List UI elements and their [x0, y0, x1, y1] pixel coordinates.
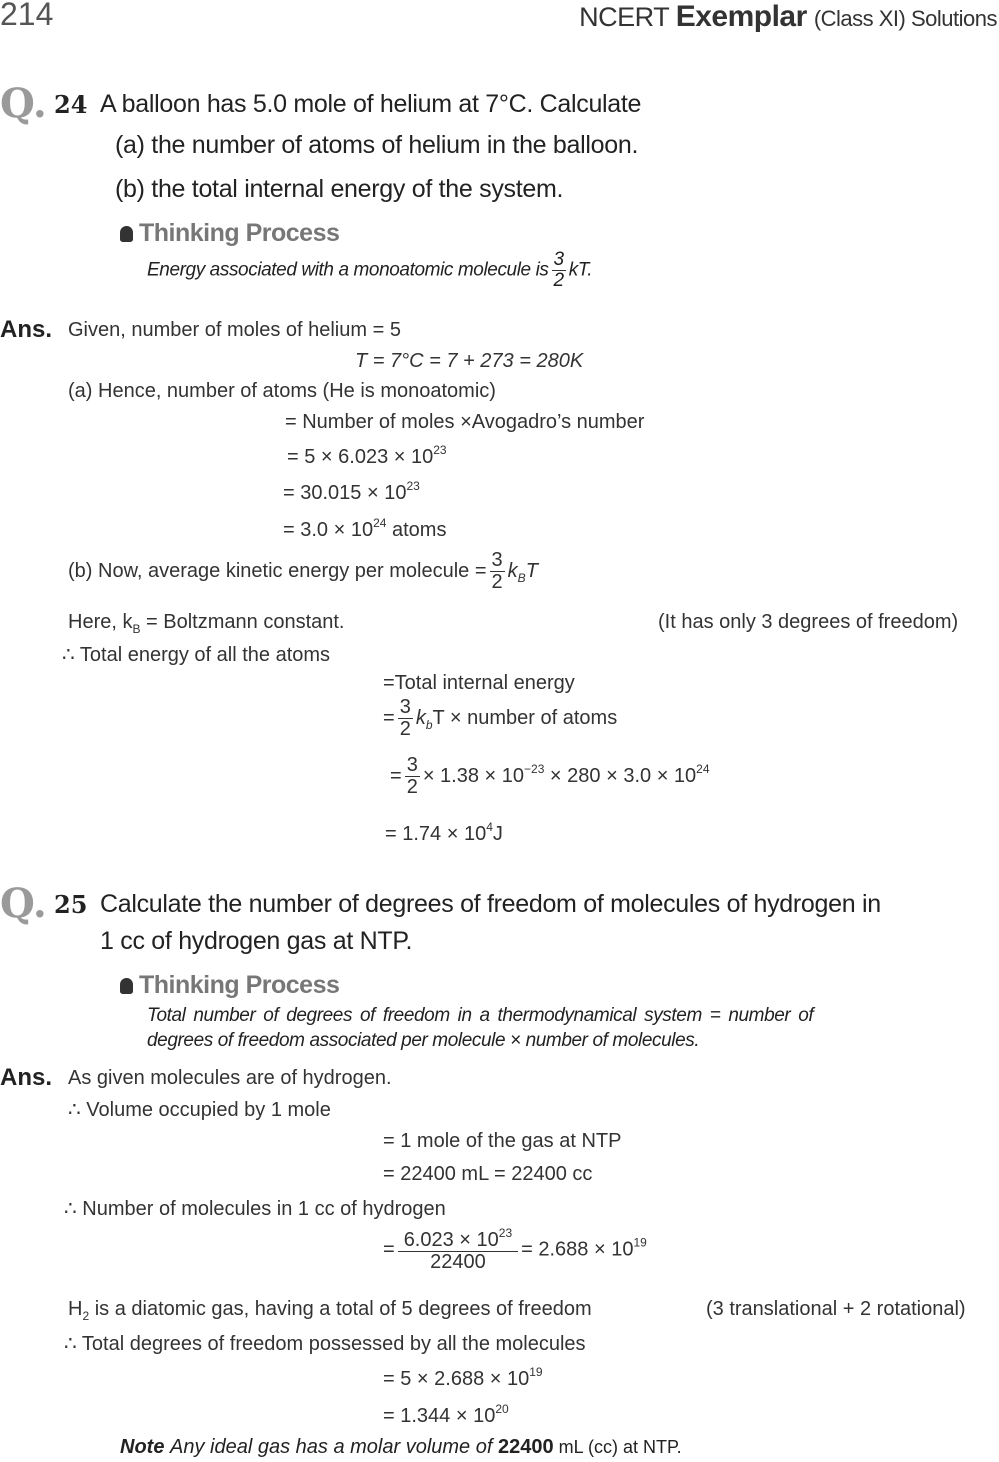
fraction	[398, 697, 413, 740]
fraction	[490, 550, 505, 593]
answer-line: Given, number of moles of helium = 5	[68, 319, 401, 341]
answer-line: = 22400 mL = 22400 cc	[383, 1163, 593, 1185]
answer-label: Ans.	[0, 316, 53, 343]
question-mark: Q.	[0, 880, 47, 927]
thinking-text: degrees of freedom associated per molecule × number of molecules.	[147, 1030, 700, 1051]
exponent: −23	[524, 761, 545, 776]
question-text: A balloon has 5.0 mole of helium at 7°C. Calculate	[100, 90, 642, 118]
page-number: 214	[0, 0, 54, 32]
question-text: Calculate the number of degrees of freedom of molecules of hydrogen in	[100, 890, 881, 918]
question-mark: Q.	[0, 80, 47, 127]
note-value: 22400	[497, 1436, 554, 1458]
answer-line	[68, 1298, 592, 1323]
numerator: 3	[399, 696, 411, 718]
unit: J	[492, 823, 503, 845]
subscript: B	[517, 570, 526, 585]
exponent: 4	[486, 820, 493, 834]
expr: = Boltzmann constant.	[140, 611, 345, 633]
fraction	[398, 1227, 518, 1273]
thinking-text: Total number of degrees of freedom in a thermodynamical system = number of	[147, 1005, 814, 1026]
symbol-k: k	[415, 706, 426, 729]
exponent: 24	[696, 761, 710, 776]
expr: = 3.0 × 10	[283, 519, 374, 541]
side-note: (It has only 3 degrees of freedom)	[658, 611, 959, 633]
expr: =	[390, 764, 402, 787]
book-subtitle: (Class XI) Solutions	[813, 6, 997, 31]
note	[120, 1436, 682, 1459]
question-number: 25	[54, 890, 88, 919]
answer-line: =Total internal energy	[383, 672, 575, 694]
running-header	[579, 0, 997, 34]
exponent: 19	[529, 1365, 543, 1379]
answer-line	[287, 443, 447, 469]
question-part-a: (a) the number of atoms of helium in the balloon.	[115, 131, 639, 159]
exponent: 24	[373, 516, 387, 530]
answer-line	[383, 1402, 509, 1428]
note-tail: mL (cc) at NTP.	[553, 1437, 682, 1457]
expr: is a diatomic gas, having a total of 5 degrees of freedom	[89, 1298, 592, 1320]
fraction	[552, 250, 566, 291]
answer-line: ∴ Number of molecules in 1 cc of hydrogen	[64, 1198, 446, 1220]
expr-tail: atoms	[386, 519, 447, 541]
expr: × 1.38 × 10	[422, 764, 525, 787]
note-label: Note	[120, 1436, 165, 1458]
denominator: 2	[406, 776, 418, 798]
question-part-b: (b) the total internal energy of the system.	[115, 175, 564, 203]
answer-line	[390, 755, 710, 798]
answer-line	[383, 697, 617, 740]
answer-line	[283, 516, 446, 542]
answer-line	[283, 479, 420, 505]
fraction	[405, 755, 420, 798]
numerator: 6.023 × 10	[403, 1229, 499, 1251]
thinking-label: Thinking Process	[139, 971, 340, 999]
answer-line: = 1 mole of the gas at NTP	[383, 1130, 622, 1152]
denominator: 2	[491, 571, 503, 593]
note-text: Any ideal gas has a molar volume of	[170, 1436, 493, 1458]
expr: × 280 × 3.0 × 10	[544, 764, 697, 787]
exponent: 23	[406, 479, 420, 493]
answer-line: (a) Hence, number of atoms (He is monoatomic)	[68, 380, 496, 402]
expr: T × number of atoms	[432, 706, 618, 729]
answer-line	[383, 1227, 647, 1273]
exponent: 23	[433, 443, 447, 457]
exponent: 20	[495, 1402, 509, 1416]
expr: =	[383, 706, 395, 729]
thinking-label: Thinking Process	[139, 219, 340, 247]
expr: = 2.688 × 10	[521, 1238, 634, 1261]
subscript: B	[132, 622, 141, 636]
thinking-sentence: Energy associated with a monoatomic molecule is	[147, 259, 549, 281]
answer-line: ∴ Total degrees of freedom possessed by all the molecules	[64, 1333, 586, 1355]
expr: H	[68, 1298, 83, 1320]
subscript: 2	[82, 1309, 90, 1323]
answer-label: Ans.	[0, 1064, 53, 1091]
numerator: 3	[553, 249, 564, 270]
answer-line: ∴ Volume occupied by 1 mole	[68, 1099, 331, 1121]
thinking-process-heading	[120, 971, 339, 1000]
book-name: NCERT	[579, 2, 669, 32]
answer-line: = Number of moles ×Avogadro’s number	[285, 411, 645, 433]
denominator: 22400	[430, 1251, 486, 1273]
expr: (b) Now, average kinetic energy per molecule =	[68, 559, 487, 582]
answer-line: T = 7°C = 7 + 273 = 280K	[355, 350, 584, 372]
expr: Here, k	[68, 611, 133, 633]
symbol-t: T	[525, 559, 538, 582]
thinking-tail: kT.	[568, 259, 593, 281]
book-title: Exemplar	[675, 0, 807, 33]
exponent: 19	[633, 1235, 647, 1250]
exponent: 23	[498, 1226, 513, 1240]
answer-line: ∴ Total energy of all the atoms	[62, 644, 331, 666]
numerator: 3	[491, 549, 503, 571]
side-note: (3 translational + 2 rotational)	[706, 1298, 966, 1320]
answer-line: As given molecules are of hydrogen.	[68, 1067, 392, 1089]
thinking-process-heading	[120, 219, 339, 248]
numerator: 3	[406, 754, 418, 776]
answer-line	[68, 611, 345, 636]
subscript: b	[425, 717, 433, 732]
answer-line	[68, 550, 538, 593]
expr: = 1.74 × 10	[385, 823, 487, 845]
expr: =	[383, 1238, 395, 1261]
expr: = 1.344 × 10	[383, 1405, 496, 1427]
expr: = 5 × 6.023 × 10	[287, 446, 434, 468]
expr: = 30.015 × 10	[283, 482, 407, 504]
symbol-k: k	[507, 559, 518, 582]
answer-line	[383, 1365, 543, 1391]
lightbulb-icon	[120, 978, 133, 994]
question-number: 24	[54, 90, 88, 119]
denominator: 2	[553, 269, 564, 291]
question-text: 1 cc of hydrogen gas at NTP.	[100, 927, 413, 955]
thinking-text	[147, 250, 592, 291]
lightbulb-icon	[120, 226, 133, 242]
denominator: 2	[399, 718, 411, 740]
expr: = 5 × 2.688 × 10	[383, 1368, 530, 1390]
answer-line	[385, 820, 503, 846]
